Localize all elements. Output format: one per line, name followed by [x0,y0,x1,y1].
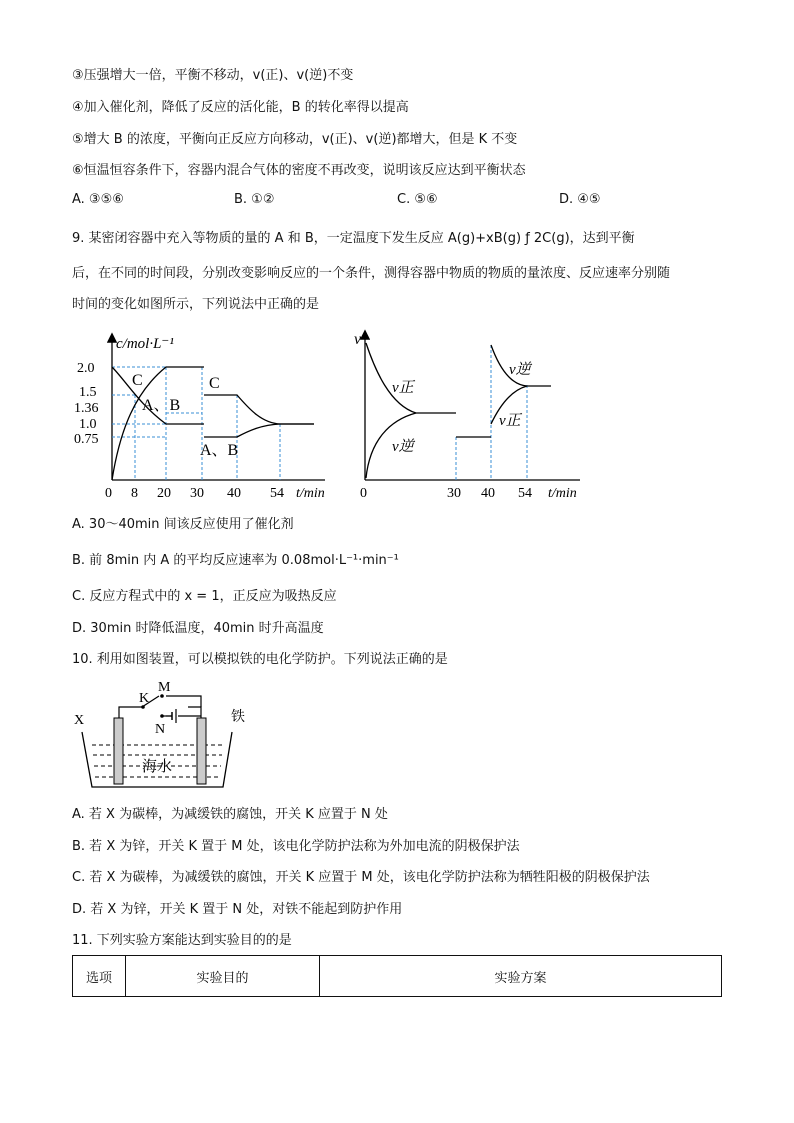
q11-table [72,955,722,997]
label-vrev-1: v逆 [392,439,414,455]
label-c-1: C [132,372,143,389]
curve-ab-after [204,424,314,437]
header-purpose: 实验目的 [126,956,320,997]
q8-options [72,192,722,210]
label-seawater: 海水 [142,759,173,775]
q8-option-d: D. ④⑤ [559,192,601,207]
q10-option-d: D. 若 X 为锌，开关 K 置于 N 处，对铁不能起到防护作用 [72,902,403,917]
ytick-2.0: 2.0 [77,361,95,376]
xtick-30: 30 [447,486,461,501]
q9-option-b: B. 前 8min 内 A 的平均反应速率为 0.08mol·L⁻¹·min⁻¹ [72,553,399,568]
xtick-20: 20 [157,486,171,501]
label-x: X [74,713,85,728]
header-plan: 实验方案 [320,956,722,997]
curve-ab-fall [112,367,204,424]
xtick-8: 8 [131,486,138,501]
statement-3: ③压强增大一倍，平衡不移动，v(正)、v(逆)不变 [72,68,354,83]
q8-option-a: A. ③⑤⑥ [72,192,124,207]
xtick-40: 40 [481,486,495,501]
concentration-time-graph [70,325,345,510]
q8-option-b: B. ①② [234,192,275,207]
curve-c-after [204,395,314,424]
xtick-0: 0 [360,486,367,501]
x-axis-label: t/min [296,486,325,501]
q9-stem-line-2: 后，在不同的时间段，分别改变影响反应的一个条件，测得容器中物质的物质的量浓度、反应速率分别随 [72,266,671,281]
q9-stem-line-1: 9. 某密闭容器中充入等物质的量的 A 和 B，一定温度下发生反应 A(g)+xB(g) ƒ 2C(g)，达到平衡 [72,231,635,246]
header-option: 选项 [73,956,126,997]
q9-option-d: D. 30min 时降低温度，40min 时升高温度 [72,621,324,636]
q11-stem: 11. 下列实验方案能达到实验目的的是 [72,933,292,948]
label-k: K [139,691,150,706]
xtick-0: 0 [105,486,112,501]
xtick-54: 54 [270,486,284,501]
ytick-1.0: 1.0 [79,417,97,432]
xtick-40: 40 [227,486,241,501]
label-ab-2: A、B [200,442,239,459]
ytick-0.75: 0.75 [74,432,99,447]
q10-option-c: C. 若 X 为碳棒，为减缓铁的腐蚀，开关 K 应置于 M 处，该电化学防护法称为牺牲阳极的阴极保护法 [72,870,650,885]
label-ab-1: A、B [142,397,181,414]
q9-option-a: A. 30～40min 间该反应使用了催化剂 [72,517,294,532]
electrode-iron [197,718,206,784]
statement-6: ⑥恒温恒容条件下，容器内混合气体的密度不再改变，说明该反应达到平衡状态 [72,163,526,178]
label-vfwd-2: v正 [499,413,521,429]
q10-stem: 10. 利用如图装置，可以模拟铁的电化学防护。下列说法正确的是 [72,652,448,667]
q10-option-a: A. 若 X 为碳棒，为减缓铁的腐蚀，开关 K 应置于 N 处 [72,807,388,822]
curve-vfwd-1 [366,343,456,413]
q8-option-c: C. ⑤⑥ [397,192,438,207]
ytick-1.36: 1.36 [74,401,99,416]
electrode-x [114,718,123,784]
electrochemical-protection-diagram [70,675,260,793]
rate-time-graph [350,325,605,510]
label-n: N [155,722,166,737]
y-axis-label: v [354,331,362,348]
xtick-30: 30 [190,486,204,501]
q9-option-c: C. 反应方程式中的 x = 1，正反应为吸热反应 [72,589,337,604]
x-axis-label: t/min [548,486,577,501]
q9-stem-line-3: 时间的变化如图所示，下列说法中正确的是 [72,297,320,312]
statement-4: ④加入催化剂，降低了反应的活化能，B 的转化率得以提高 [72,100,409,115]
label-m: M [158,680,171,695]
q10-option-b: B. 若 X 为锌，开关 K 置于 M 处，该电化学防护法称为外加电流的阴极保护法 [72,839,520,854]
statement-5: ⑤增大 B 的浓度，平衡向正反应方向移动，v(正)、v(逆)都增大，但是 K 不变 [72,132,518,147]
label-iron: 铁 [231,710,245,725]
y-axis-label: c/mol·L⁻¹ [116,336,174,352]
xtick-54: 54 [518,486,532,501]
label-vrev-2: v逆 [509,362,531,378]
ytick-1.5: 1.5 [79,385,97,400]
table-header-row [73,956,722,997]
label-vfwd-1: v正 [392,380,414,396]
label-c-2: C [209,375,220,392]
